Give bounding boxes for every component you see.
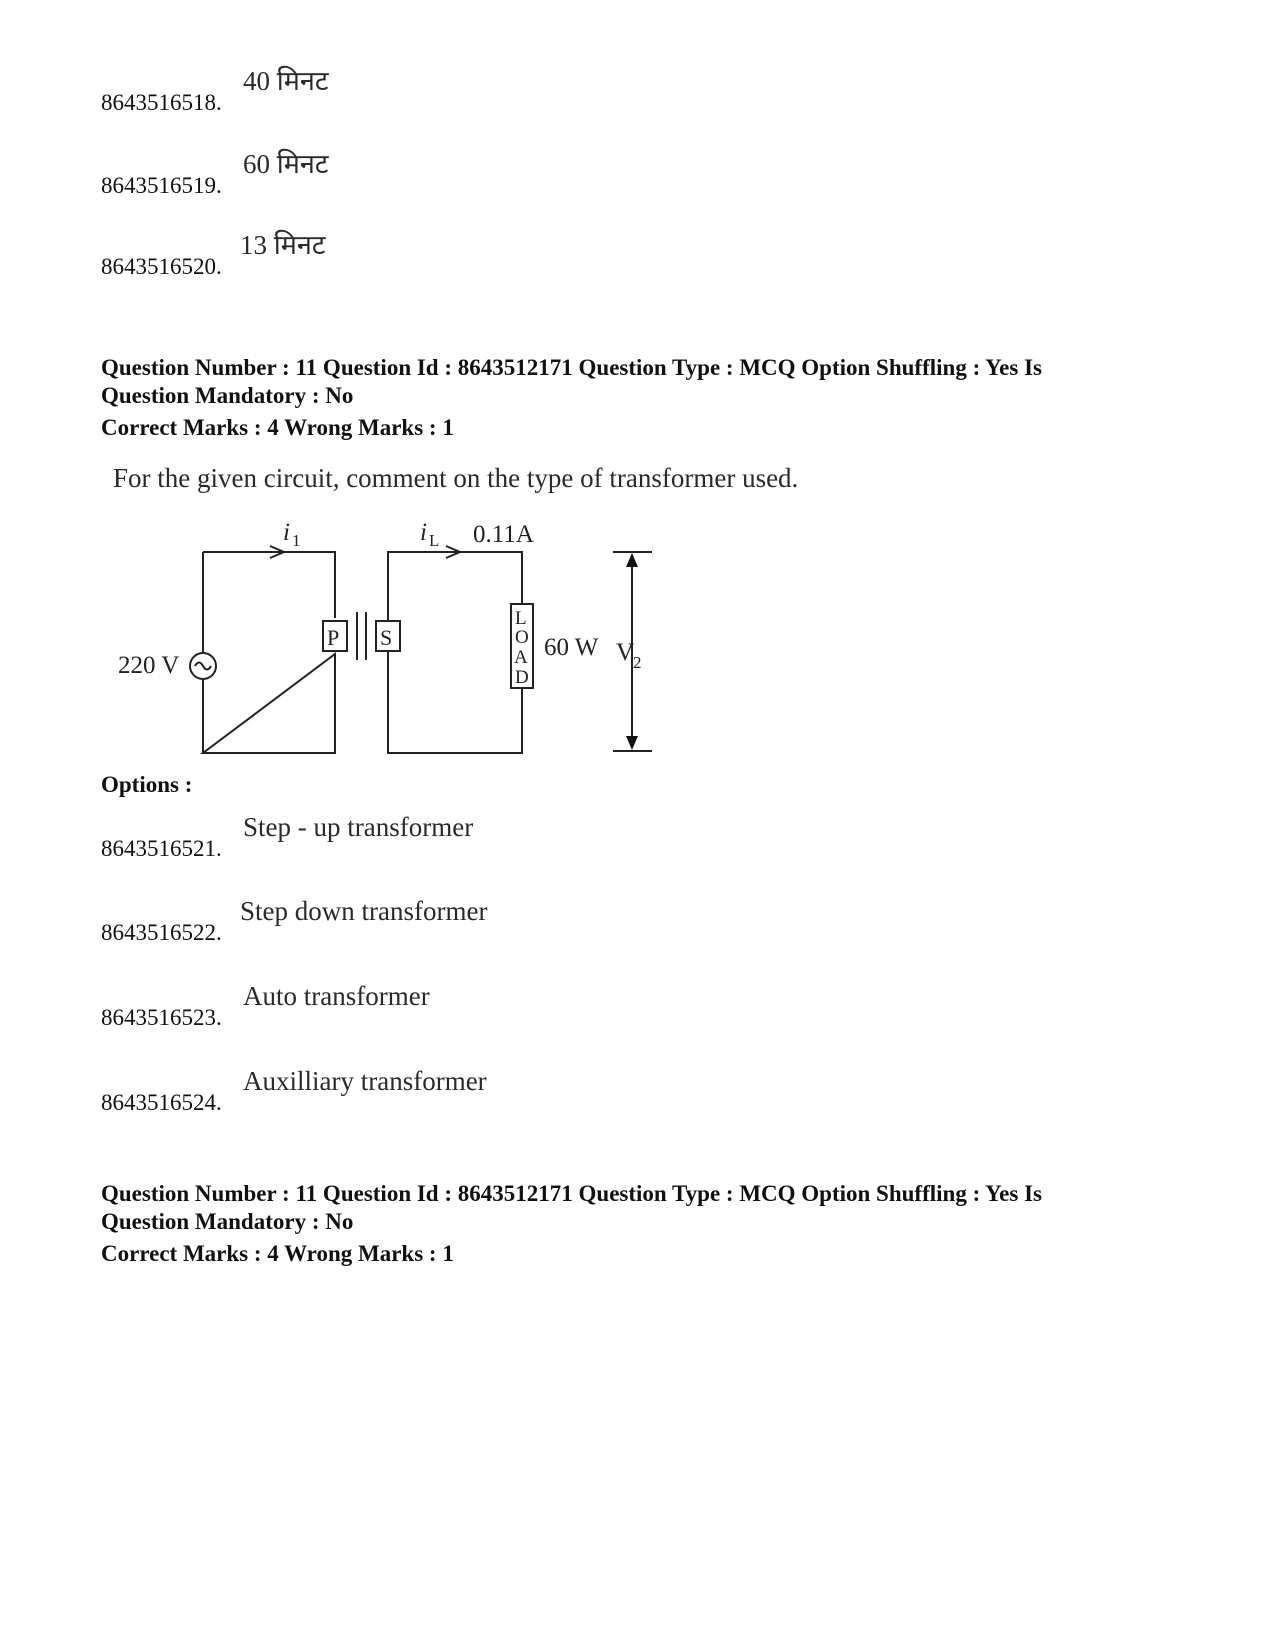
primary-label: P — [327, 625, 340, 650]
circuit-diagram — [0, 0, 1275, 760]
option-row — [101, 896, 801, 946]
primary-wire-top — [203, 552, 335, 618]
option-id: 8643516519. — [101, 173, 222, 198]
i1-label: i — [283, 519, 290, 546]
load-letter: O — [515, 627, 529, 648]
question-meta-line: Question Mandatory : No — [101, 383, 354, 408]
v2-label: V — [616, 639, 635, 666]
option-id: 8643516524. — [101, 1090, 222, 1115]
option-id: 8643516521. — [101, 836, 222, 861]
question-meta — [101, 1180, 1181, 1268]
option-text: 40 मिनट — [243, 66, 329, 96]
i1-subscript: 1 — [292, 531, 301, 550]
v2-arrow-up-icon — [626, 553, 638, 567]
option-text: 13 मिनट — [240, 230, 326, 260]
power-label: 60 W — [544, 634, 599, 661]
option-text: Auxilliary transformer — [243, 1066, 487, 1096]
option-id: 8643516522. — [101, 920, 222, 945]
option-id: 8643516520. — [101, 254, 222, 279]
option-row — [101, 1066, 801, 1116]
secondary-wire-top — [388, 552, 522, 621]
question-text: For the given circuit, comment on the type of transformer used. — [113, 463, 799, 493]
load-letter: L — [515, 608, 527, 629]
ac-wave-icon — [195, 663, 211, 670]
question-meta-line: Question Mandatory : No — [101, 1209, 354, 1234]
iL-label: i — [420, 519, 427, 546]
option-text: Auto transformer — [243, 981, 430, 1011]
question-meta-line: Question Number : 11 Question Id : 8643512171 Question Type : MCQ Option Shuffling : Yes Is — [101, 355, 1042, 380]
load-letter: D — [515, 667, 529, 688]
iL-subscript: L — [429, 531, 440, 550]
question-meta-line: Question Number : 11 Question Id : 8643512171 Question Type : MCQ Option Shuffling : Yes Is — [101, 1181, 1042, 1206]
option-id: 8643516523. — [101, 1005, 222, 1030]
option-row — [101, 812, 801, 862]
source-label: 220 V — [118, 652, 180, 679]
option-text: Step - up transformer — [243, 812, 474, 842]
option-id: 8643516518. — [101, 90, 222, 115]
secondary-label: S — [380, 625, 393, 650]
question-marks: Correct Marks : 4 Wrong Marks : 1 — [101, 415, 454, 440]
options-label: Options : — [101, 772, 193, 797]
v2-arrow-down-icon — [626, 736, 638, 750]
option-row — [101, 981, 801, 1031]
option-text: 60 मिनट — [243, 149, 329, 179]
option-text: Step down transformer — [240, 896, 488, 926]
current-label: 0.11A — [473, 521, 534, 548]
question-marks: Correct Marks : 4 Wrong Marks : 1 — [101, 1241, 454, 1266]
secondary-wire-bottom — [388, 651, 522, 753]
load-letter: A — [514, 647, 528, 668]
primary-wire-bottom — [203, 654, 335, 753]
v2-subscript: 2 — [633, 653, 642, 672]
